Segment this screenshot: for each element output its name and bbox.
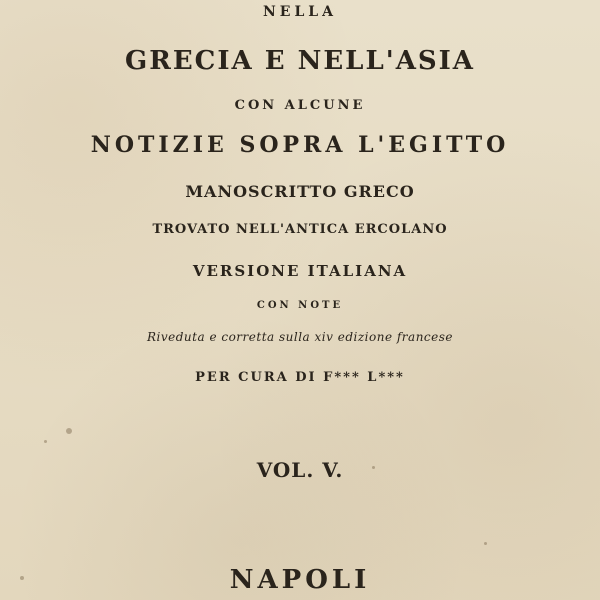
paper-fleck — [484, 542, 487, 545]
manuscript-line: MANOSCRITTO GRECO — [185, 182, 415, 201]
editor-line: PER CURA DI F*** L*** — [195, 370, 405, 385]
paper-fleck — [20, 576, 24, 580]
version-line: VERSIONE ITALIANA — [192, 262, 408, 280]
subtitle-connector: CON ALCUNE — [234, 98, 366, 113]
paper-fleck — [372, 466, 375, 469]
main-title: GRECIA E NELL'ASIA — [125, 46, 475, 76]
paper-fleck — [396, 148, 398, 150]
found-line: TROVATO NELL'ANTICA ERCOLANO — [152, 222, 448, 237]
city-label: NAPOLI — [229, 565, 371, 595]
subtitle: NOTIZIE SOPRA L'EGITTO — [90, 132, 510, 158]
title-word-nella: NELLA — [262, 4, 338, 20]
paper-fleck — [66, 428, 72, 434]
notes-line: CON NOTE — [256, 300, 344, 311]
paper-fleck — [44, 440, 47, 443]
volume-label: VOL. V. — [256, 458, 344, 482]
edition-line: Riveduta e corretta sulla xiv edizione francese — [146, 330, 454, 344]
